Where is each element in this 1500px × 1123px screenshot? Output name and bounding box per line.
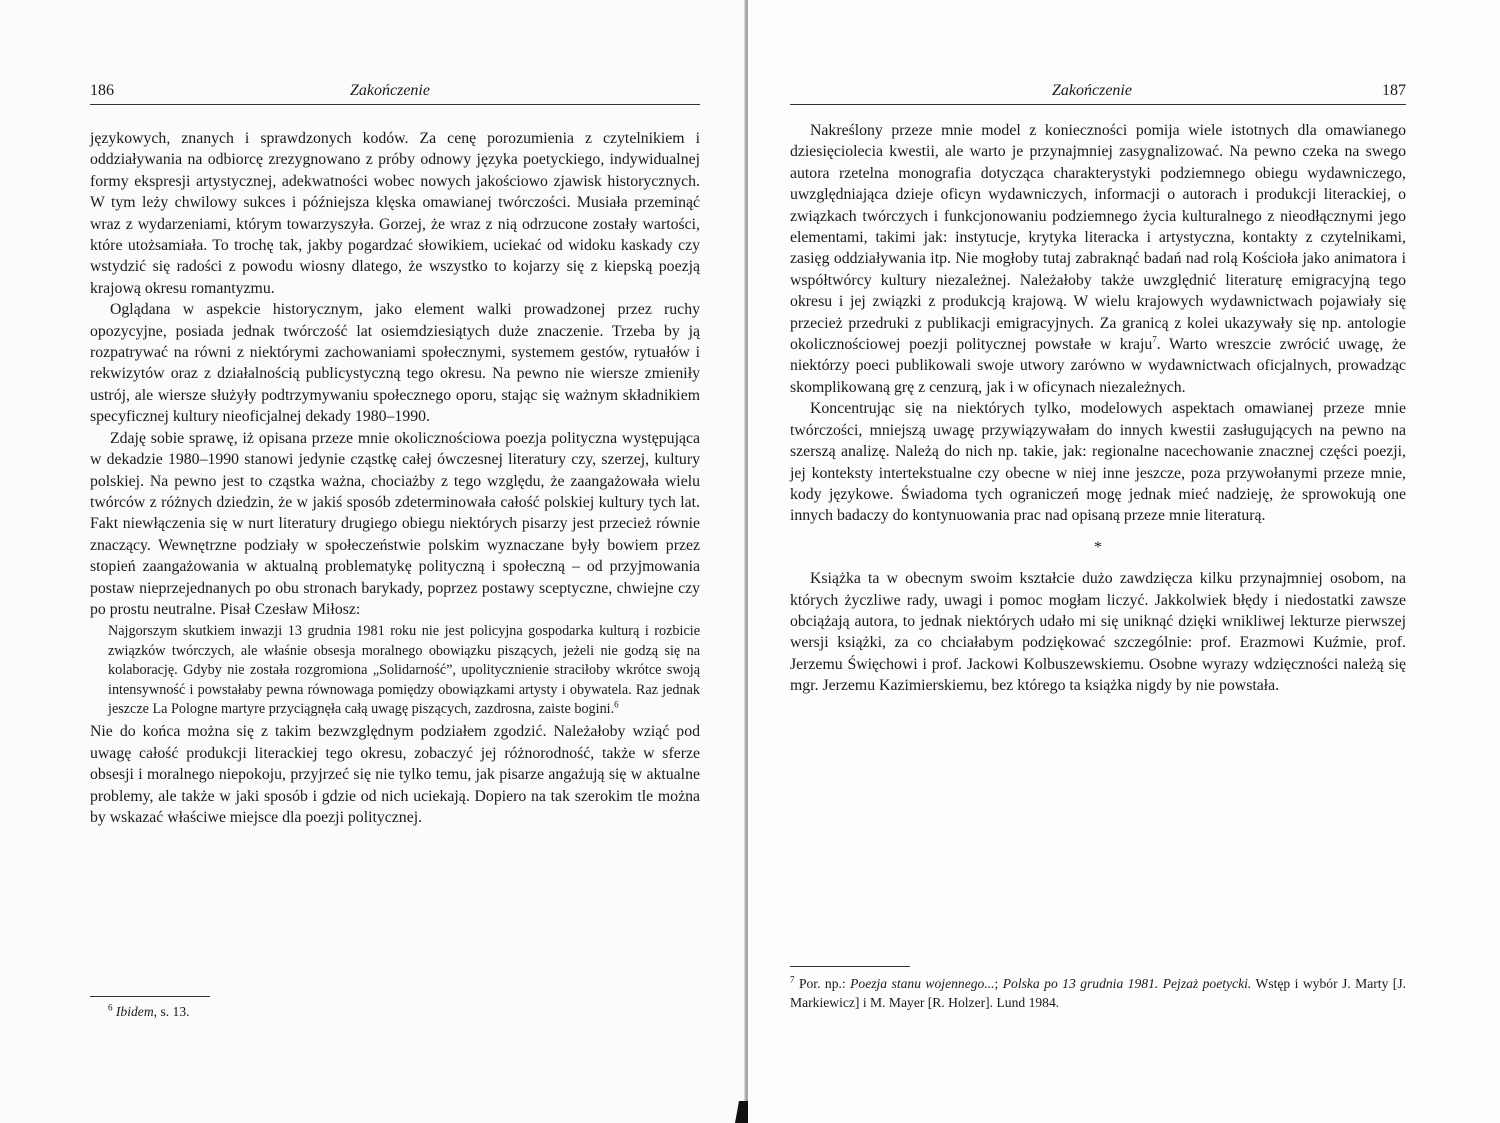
paragraph: Oglądana w aspekcie historycznym, jako element walki prowadzonej przez ruchy opozycyjne, posiada jednak twórczość lat osiemdziesiątych duże znaczenie. Trzeba by ją rozpatrywać na równi z niektórymi zachowaniami społecznymi, systemem gestów, rytuałów i rekwizytów oraz z działalnością publicystyczną tego okresu. Na pewno nie wiersze zmieniły ustrój, ale wiersze służyły podtrzymywaniu społecznego oporu, stając się ważnym składnikiem specyficznej kultury nieoficjalnej dekady 1980–1990.: [90, 301, 700, 426]
footnote-source: Ibidem: [115, 1004, 154, 1019]
running-head-left: [90, 78, 700, 105]
page-number: 187: [1382, 82, 1406, 99]
footnote: [108, 1002, 700, 1021]
footnote-text: Wstęp i wybór J. Marty [J. Markiewicz] i M. Mayer [R. Holzer]. Lund 1984.: [790, 976, 1407, 1010]
footnote-text: Por. np.:: [798, 976, 851, 991]
block-quote: [108, 622, 700, 719]
footnote-rule: [790, 966, 910, 967]
quote-text: Najgorszym skutkiem inwazji 13 grudnia 1981 roku nie jest policyjna gospodarka kulturą i rozbicie związków twórczych, ale właśnie obsesja moralnego obowiązku piszących, jeżeli nie godzą się na kolaborację. Gdyby nie została rozgromiona „Solidarność”, upolitycznienie straciłoby wkrótce swoją intensywność i powstałaby pewna równowaga pomiędzy obowiązkami artysty i obywatela. Raz jednak jeszcze La Pologne martyre przyciągnęła całą uwagę piszących, zazdrosna, zaiste bogini.: [108, 623, 700, 717]
running-title: Zakończenie: [1052, 82, 1132, 99]
left-page: [0, 0, 746, 1123]
body-text-right: [790, 120, 1406, 697]
section-separator: *: [1094, 538, 1102, 556]
paragraph: Książka ta w obecnym swoim kształcie dużo zawdzięcza kilku przynajmniej osobom, na których życzliwe rady, uwagi i pomoc mogłam liczyć. Jakkolwiek błędy i niedostatki zawsze obciążają autora, to jednak niektórych udało mi się uniknąć dzięki wnikliwej lekturze pierwszej wersji książki, za co chciałabym podziękować szczególnie: prof. Erazmowi Kuźmie, prof. Jerzemu Święchowi i prof. Jackowi Kolbuszewskiemu. Osobne wyrazy wdzięczności należą się mgr. Jerzemu Kazimierskiemu, bez którego ta książka nigdy by nie powstała.: [790, 570, 1406, 695]
footnote-title: Polska po 13 grudnia 1981. Pejzaż poetycki.: [1002, 976, 1252, 991]
running-head-right: [790, 78, 1406, 105]
footnote-marker: 7: [1152, 334, 1157, 345]
footnote: [790, 974, 1406, 1012]
paragraph: [790, 120, 1406, 398]
paragraph-text: . Warto wreszcie zwrócić uwagę, że niektórzy poeci publikowali swoje utwory zarówno w wydawnictwach oficjalnych, prowadząc skomplikowaną grę z cenzurą, jak i w oficynach niezależnych.: [790, 336, 1406, 396]
footnote-rule: [90, 996, 210, 997]
footnote-text: , s. 13.: [153, 1004, 190, 1019]
paragraph: językowych, znanych i sprawdzonych kodów. Za cenę porozumienia z czytelnikiem i oddziaływania na odbiorcę zrezygnowano z próby odnowy języka poetyckiego, indywidualnej formy ekspresji artystycznej, adekwatności wobec nowych jakościowo zjawisk historycznych. W tym leży chwilowy sukces i późniejsza klęska omawianej twórczości. Musiała przeminąć wraz z wydarzeniami, którym towarzyszyła. Gorzej, że wraz z nią odrzucone zostały wartości, które utożsamiała. To trochę tak, jakby pogardzać słowikiem, uciekać od widoku kaskady czy wstydzić się radości z powodu wiosny dlatego, że wszystko to kojarzy się z kiepską poezją krajową okresu romantyzmu.: [90, 130, 700, 297]
body-text-left: [90, 128, 700, 828]
paragraph: Nie do końca można się z takim bezwzględnym podziałem zgodzić. Należałoby wziąć pod uwagę całość produkcji literackiej tego okresu, zobaczyć jej różnorodność, także w sferze obsesji i moralnego niepokoju, przyjrzeć się nie tylko temu, jak pisarze angażują się w aktualne problemy, ale także w jaki sposób i gdzie od nich uciekają. Dopiero na tak szerokim tle można by wskazać właściwe miejsce dla poezji politycznej.: [90, 723, 700, 826]
footnote-marker: 6: [614, 699, 619, 710]
paragraph: Koncentrując się na niektórych tylko, modelowych aspektach omawianej przeze mnie twórczości, mniejszą uwagę przywiązywałam do innych kwestii zasługujących na pewno na szerszą analizę. Należą do nich np. takie, jak: regionalne nacechowanie znacznej części poezji, jej konteksty intertekstualne czy obecne w niej inne jeszcze, poza przywołanymi przeze mnie, kody językowe. Świadoma tych ograniczeń mogę jednak mieć nadzieję, że sprowokują one innych badaczy do kontynuowania prac nad opisaną przeze mnie literaturą.: [790, 400, 1406, 525]
footnote-number: 7: [790, 974, 795, 985]
right-page: [748, 0, 1500, 1123]
running-title: Zakończenie: [350, 82, 430, 99]
footnote-text: ;: [994, 976, 1003, 991]
footnote-number: 6: [108, 1002, 113, 1013]
footnote-title: Poezja stanu wojennego...: [850, 976, 995, 991]
paragraph-text: Nakreślony przeze mnie model z konieczności pomija wiele istotnych dla omawianego dziesięciolecia kwestii, ale warto je przynajmniej zasygnalizować. Na pewno czeka na swego autora rzetelna monografia dotycząca charakterystyki podziemnego obiegu wydawniczego, uwzględniająca dzieje oficyn wydawniczych, informacji o autorach i produkcji literackiej, o związkach twórczych i funkcjonowaniu podziemnego życia kulturalnego z nieodłącznymi jego elementami, takimi jak: instytucje, krytyka literacka i artystyczna, kontakty z czytelnikami, zasięg oddziaływania itp. Nie mogłoby tutaj zabraknąć badań nad rolą Kościoła jako animatora i współtwórcy kultury niezależnej. Należałoby także uwzględnić literaturę emigracyjną tego okresu i jej związki z produkcją krajową. W wielu krajowych wydawnictwach pojawiały się przecież przedruki z publikacji emigracyjnych. Za granicą z kolei ukazywały się np. antologie okolicznościowej poezji politycznej powstałe w kraju: [790, 122, 1406, 354]
paragraph: Zdaję sobie sprawę, iż opisana przeze mnie okolicznościowa poezja polityczna występująca w dekadzie 1980–1990 stanowi jedynie cząstkę całej ówczesnej literatury czy, szerzej, kultury polskiej. Na pewno jest to cząstka ważna, chociażby z tego względu, że zaangażowała wielu twórców z różnych dziedzin, że w jakiś sposób zdeterminowała całość polskiej kultury tych lat. Fakt niewłączenia się w nurt literatury drugiego obiegu niektórych pisarzy jest przecież równie znaczący. Wewnętrzne podziały w społeczeństwie polskim wyznaczane były bowiem przez stopień zaangażowania w aktualną problematykę polityczną i społeczną – od przyjmowania postaw nieprzejednanych po obu stronach barykady, poprzez postawy sceptyczne, chwiejne czy po prostu neutralne. Pisał Czesław Miłosz:: [90, 429, 700, 618]
page-number: 186: [90, 82, 114, 99]
